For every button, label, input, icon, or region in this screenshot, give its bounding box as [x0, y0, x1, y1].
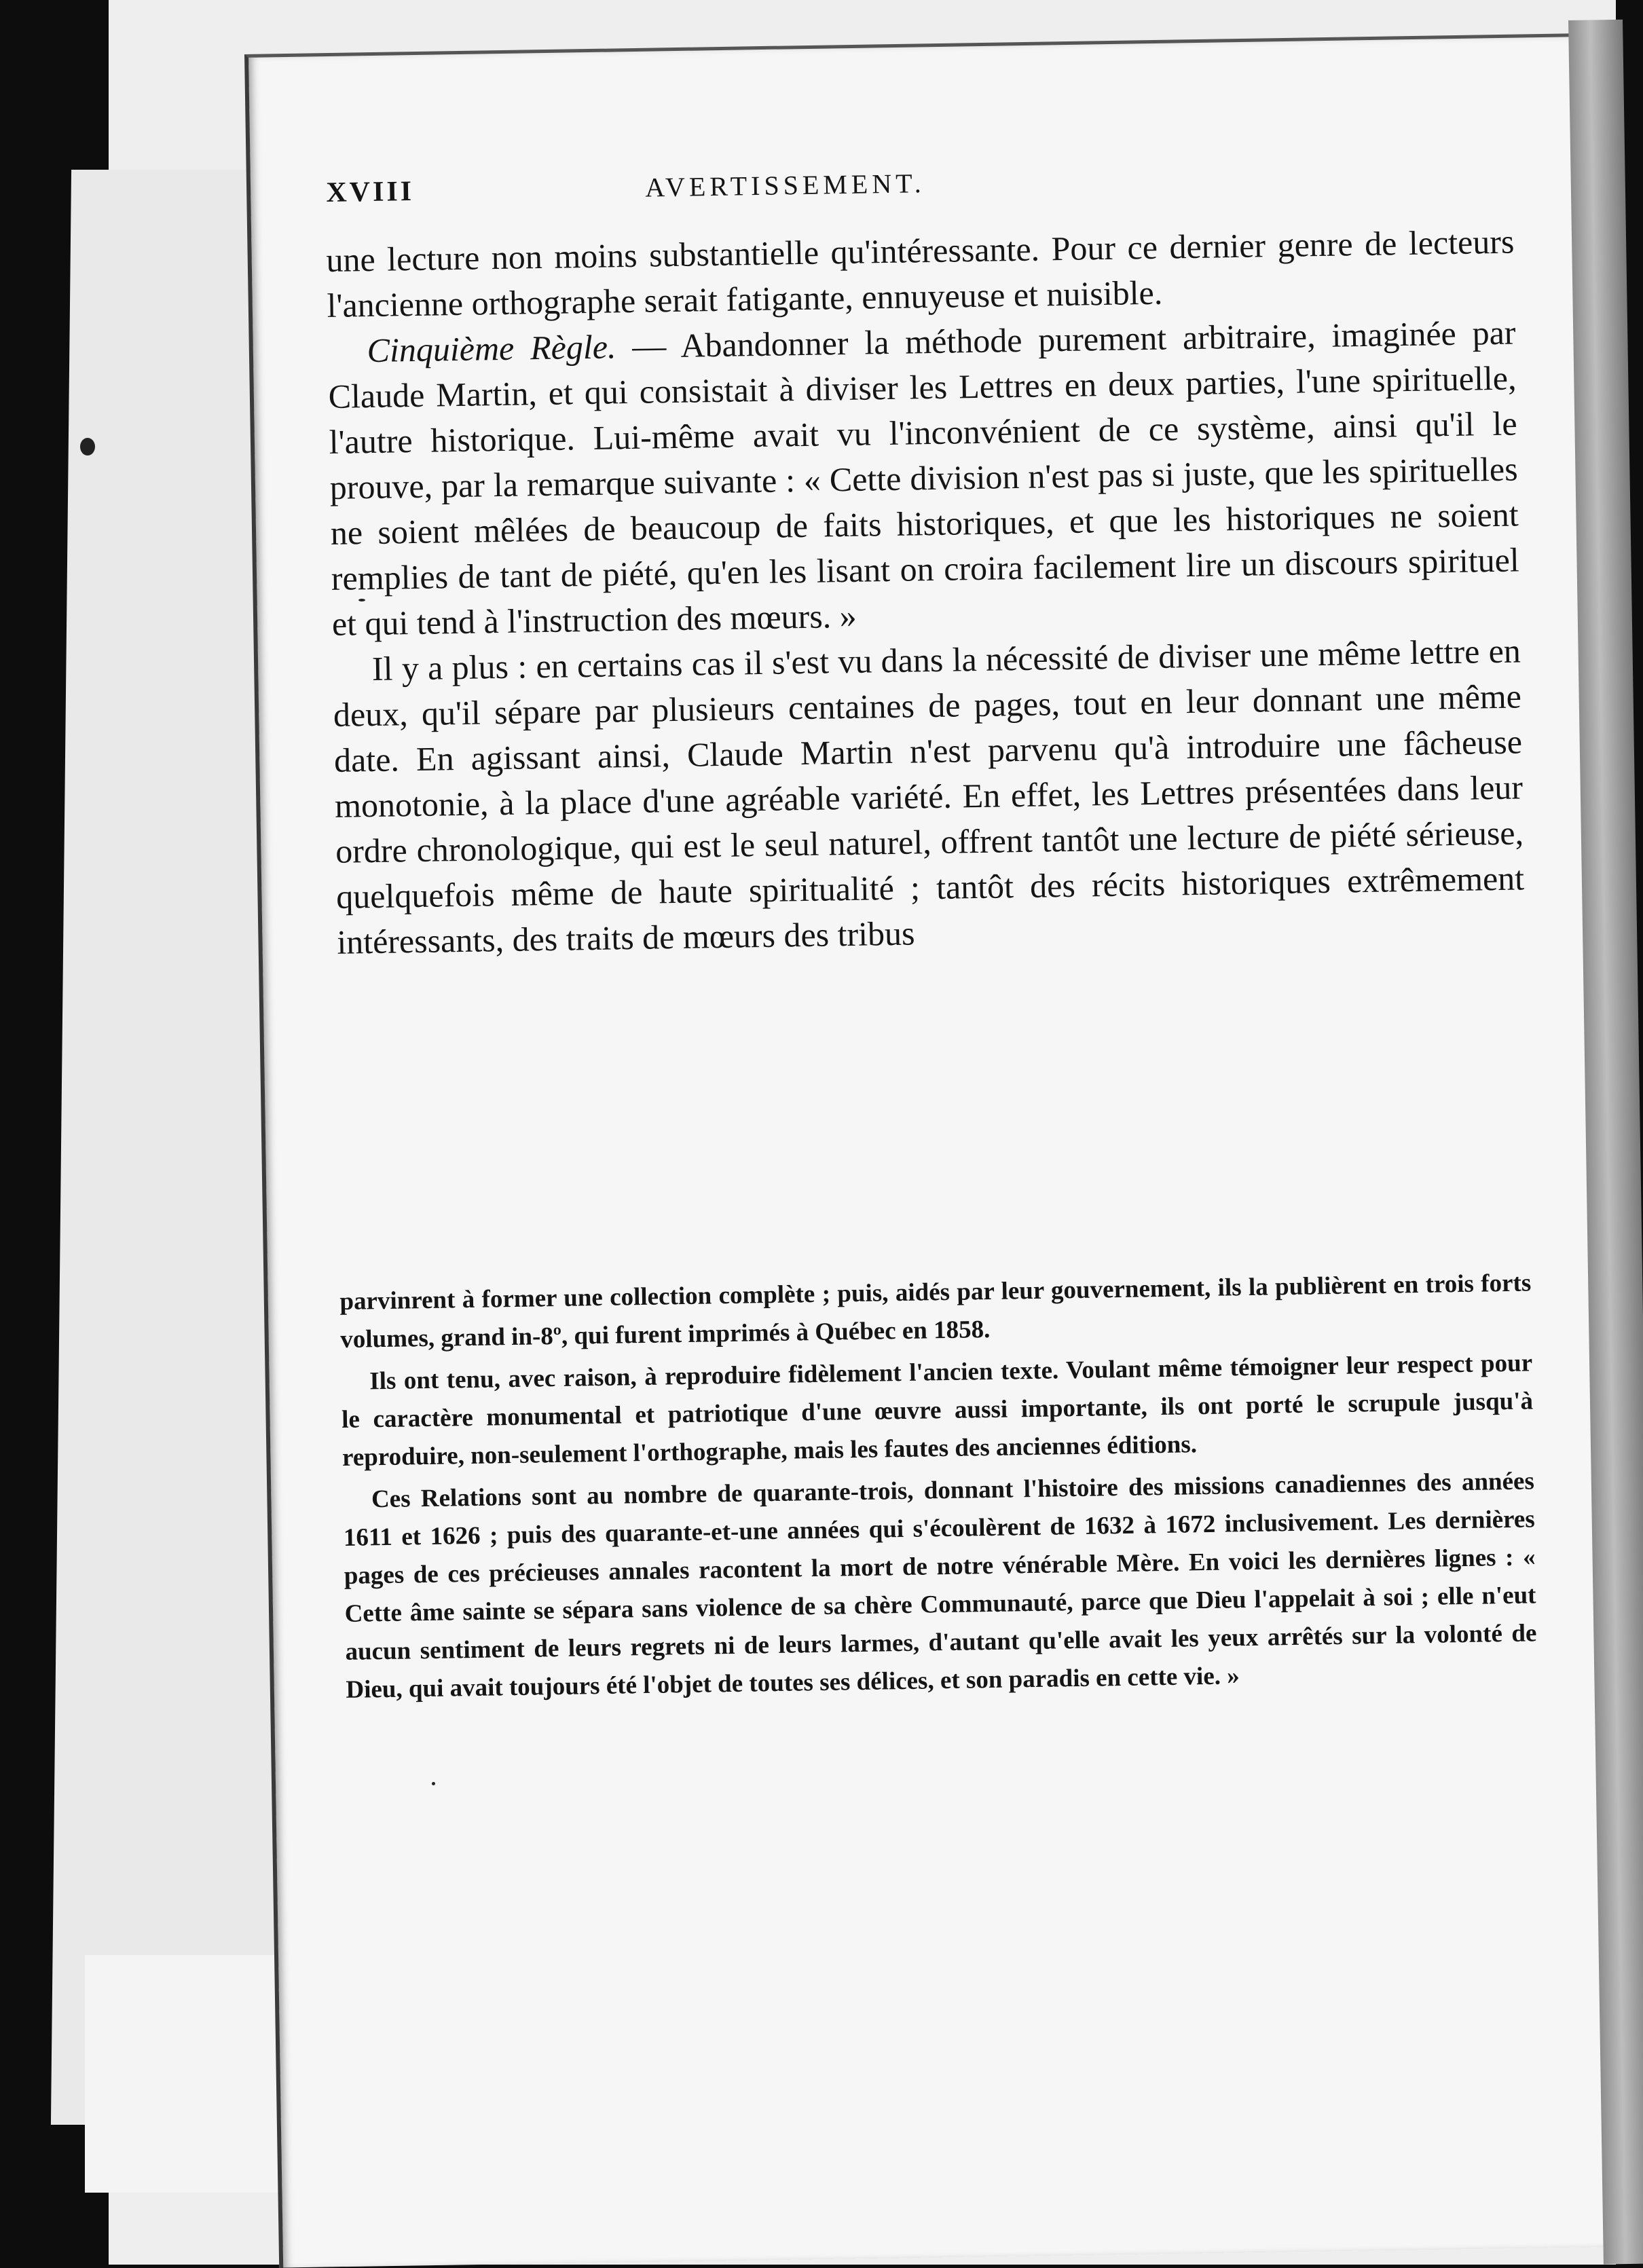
underlying-page-corner: [85, 1955, 289, 2193]
body-paragraph: Il y a plus : en certains cas il s'est vu dans la nécessité de diviser une même lettre en deux, qu'il sépare par plusieurs centaines de pages, tout en leur donnant une même date. En agissant ainsi, Claude Martin n'est parvenu qu'à introduire une fâcheuse monotonie, à la place d'une agréable variété. En effet, les Lettres présentées dans leur ordre chronologique, qui est le seul naturel, offrent tantôt une lecture de piété sérieuse, quelquefois même de haute spiritualité ; tantôt des récits historiques extrêmement intéressants, des traits de mœurs des tribus: [333, 631, 1525, 961]
footnote-paragraph: Ces Relations sont au nombre de quarante-trois, donnant l'histoire des missions canadiennes des années 1611 et 1626 ; puis des quarante-et-une années qui s'écoulèrent de 1632 à 1672 inclusivement. Les dernières pages de ces précieuses annales racontent la mort de notre vénérable Mère. En voici les dernières lignes : « Cette âme sainte se sépara sans violence de sa chère Communauté, parce que Dieu l'appelait à soi ; elle n'eut aucun sentiment de leurs regrets ni de leurs larmes, d'autant qu'elle avait les yeux arrêtés sur la volonté de Dieu, qui avait toujours été l'objet de toutes ses délices, et son paradis en cette vie. »: [343, 1467, 1537, 1704]
footnote-paragraph: parvinrent à former une collection complète ; puis, aidés par leur gouvernement, ils la publièrent en trois forts volumes, grand in-8º, qui furent imprimés à Québec en 1858.: [339, 1269, 1532, 1354]
rule-text: — Abandonner la méthode purement arbitraire, imaginée par Claude Martin, et qui consistait à diviser les Lettres en deux parties, l'une spirituelle, l'autre historique. Lui-même avait vu l'inconvénient de ce système, ainsi qu'il le prouve, par la remarque suivante : « Cette division n'est pas si juste, que les spirituelles ne soient mêlées de beaucoup de faits historiques, et que les historiques ne soient remplies de tant de piété, qu'en les lisant on croira facilement lire un discours spirituel et qui tend à l'instruction des mœurs. »: [328, 313, 1520, 643]
ink-speck: [80, 438, 95, 456]
rule-heading: Cinquième Règle.: [367, 327, 616, 370]
footnotes: [339, 1264, 1540, 1880]
body-paragraph: une lecture non moins substantielle qu'intéressante. Pour ce dernier genre de lecteurs l'ancienne orthographe serait fatigante, ennuyeuse et nuisible.: [326, 222, 1515, 324]
body-paragraph: [327, 310, 1520, 646]
running-title: AVERTISSEMENT.: [644, 168, 925, 203]
footnote-paragraph: Ils ont tenu, avec raison, à reproduire fidèlement l'ancien texte. Voulant même témoigner leur respect pour le caractère monumental et patriotique d'une œuvre aussi importante, ils ont porté le scrupule jusqu'à reproduire, non-seulement l'orthographe, mais les fautes des anciennes éditions.: [341, 1349, 1534, 1472]
main-text: [326, 219, 1530, 1269]
page-number: XVIII: [326, 175, 415, 208]
